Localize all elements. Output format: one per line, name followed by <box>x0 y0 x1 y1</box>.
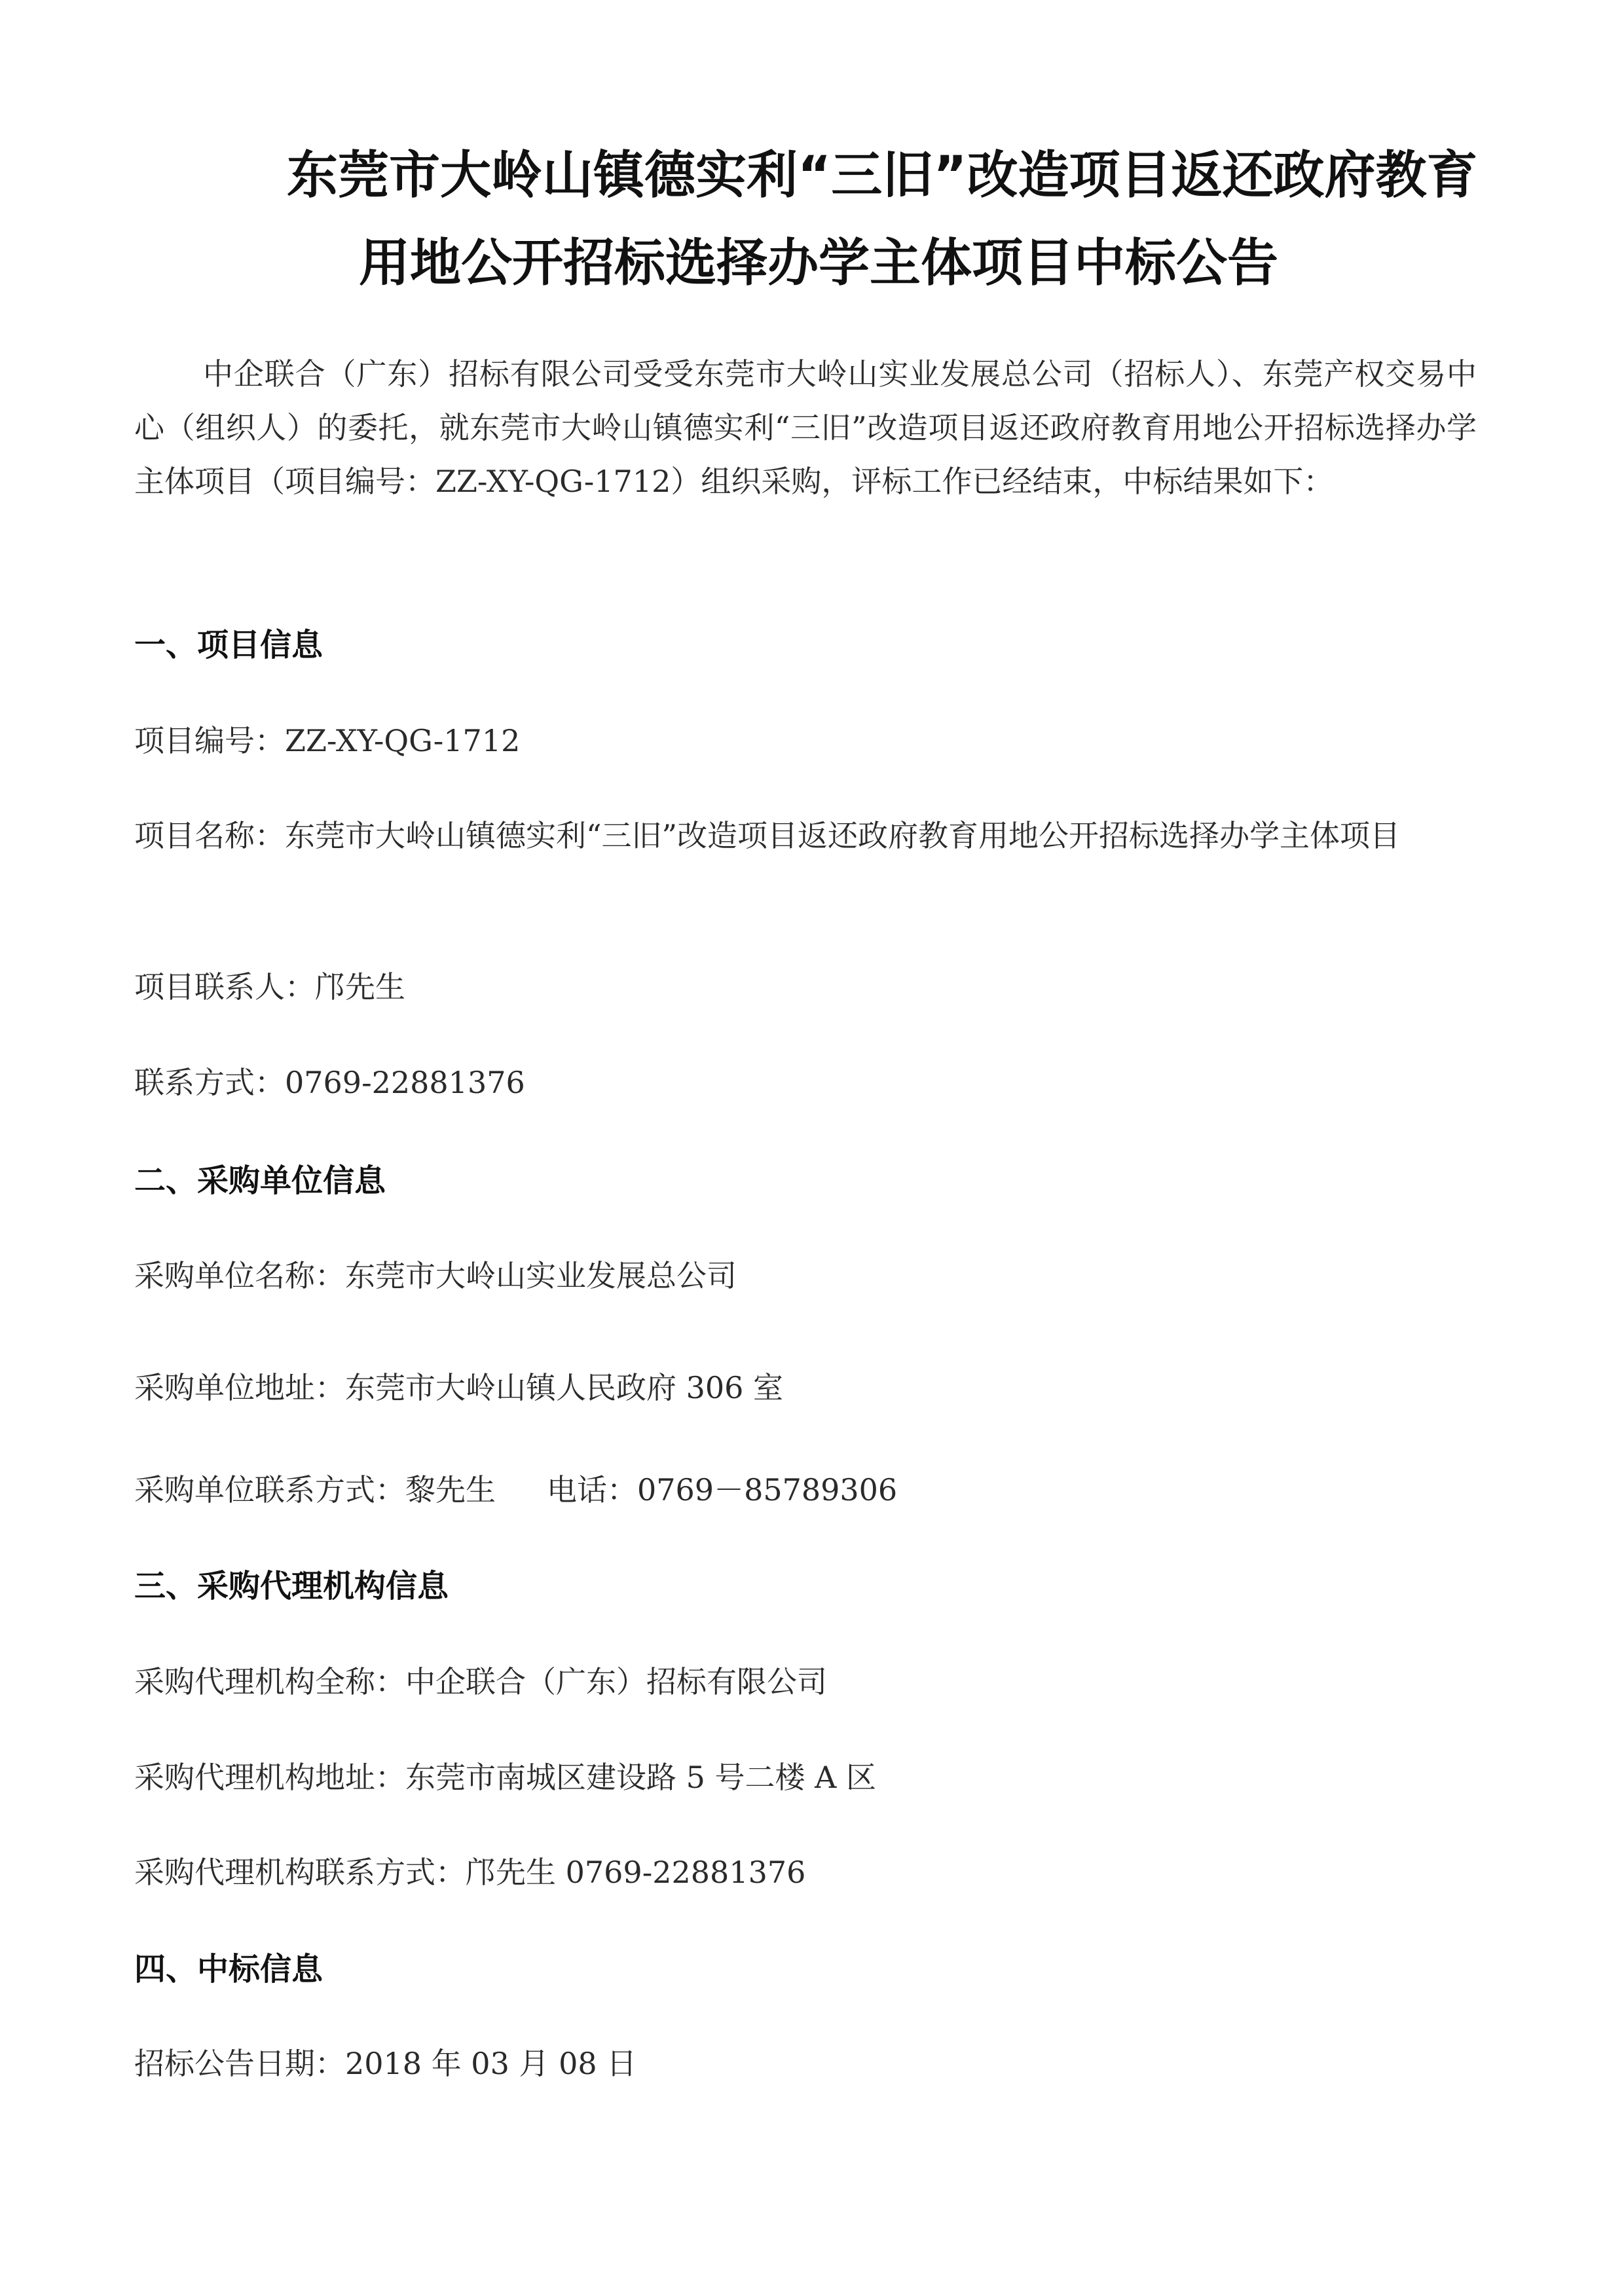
agency-address-label: 采购代理机构地址： <box>134 1760 405 1795</box>
title-line-2: 用地公开招标选择办学主体项目中标公告 <box>359 234 1279 293</box>
project-phone-line <box>134 1056 525 1109</box>
agency-address-value: 东莞市南城区建设路 5 号二楼 A 区 <box>405 1760 876 1795</box>
project-contact-line <box>134 960 405 1014</box>
announcement-date-label: 招标公告日期： <box>134 2046 345 2081</box>
intro-paragraph: 中企联合（广东）招标有限公司受受东莞市大岭山实业发展总公司（招标人）、东莞产权交易中心（组织人）的委托，就东莞市大岭山镇德实利“三旧”改造项目返还政府教育用地公开招标选择办学主体项目（项目编号：ZZ-XY-QG-1712）组织采购，评标工作已经结束，中标结果如下： <box>134 356 1477 499</box>
agency-name-value: 中企联合（广东）招标有限公司 <box>405 1664 827 1699</box>
project-number-line <box>134 714 520 768</box>
section-heading-purchaser-info: 二、采购单位信息 <box>134 1162 386 1199</box>
project-name-label: 项目名称： <box>134 818 285 853</box>
purchaser-address-value: 东莞市大岭山镇人民政府 306 室 <box>345 1370 784 1405</box>
project-number-value: ZZ-XY-QG-1712 <box>285 723 521 758</box>
project-name-value: 东莞市大岭山镇德实利“三旧”改造项目返还政府教育用地公开招标选择办学主体项目 <box>285 818 1401 853</box>
purchaser-contact-value: 黎先生 <box>405 1472 496 1508</box>
purchaser-name-value: 东莞市大岭山实业发展总公司 <box>345 1258 737 1293</box>
purchaser-tel-label: 电话： <box>547 1472 637 1508</box>
title-line-1: 东莞市大岭山镇德实利“三旧”改造项目返还政府教育 <box>287 146 1478 205</box>
purchaser-contact-line <box>134 1463 897 1517</box>
project-contact-label: 项目联系人： <box>134 969 315 1005</box>
agency-name-line <box>134 1655 827 1709</box>
purchaser-address-label: 采购单位地址： <box>134 1370 345 1405</box>
agency-address-line <box>134 1750 876 1804</box>
purchaser-tel-value: 0769－85789306 <box>637 1472 898 1508</box>
purchaser-name-line <box>134 1249 737 1303</box>
agency-name-label: 采购代理机构全称： <box>134 1664 405 1699</box>
purchaser-contact-label: 采购单位联系方式： <box>134 1472 405 1508</box>
purchaser-name-label: 采购单位名称： <box>134 1258 345 1293</box>
announcement-date-value: 2018 年 03 月 08 日 <box>345 2046 637 2081</box>
project-phone-value: 0769-22881376 <box>285 1065 525 1100</box>
agency-contact-value: 邝先生 0769-22881376 <box>466 1855 806 1890</box>
project-name-line <box>134 809 1477 862</box>
purchaser-address-line <box>134 1361 783 1415</box>
section-heading-project-info: 一、项目信息 <box>134 627 323 663</box>
announcement-date-line <box>134 2037 637 2090</box>
section-heading-agency-info: 三、采购代理机构信息 <box>134 1568 449 1604</box>
agency-contact-line <box>134 1845 805 1899</box>
project-contact-value: 邝先生 <box>315 969 405 1005</box>
section-heading-award-info: 四、中标信息 <box>134 1951 323 1988</box>
project-phone-label: 联系方式： <box>134 1065 285 1100</box>
project-number-label: 项目编号： <box>134 723 285 758</box>
agency-contact-label: 采购代理机构联系方式： <box>134 1855 466 1890</box>
